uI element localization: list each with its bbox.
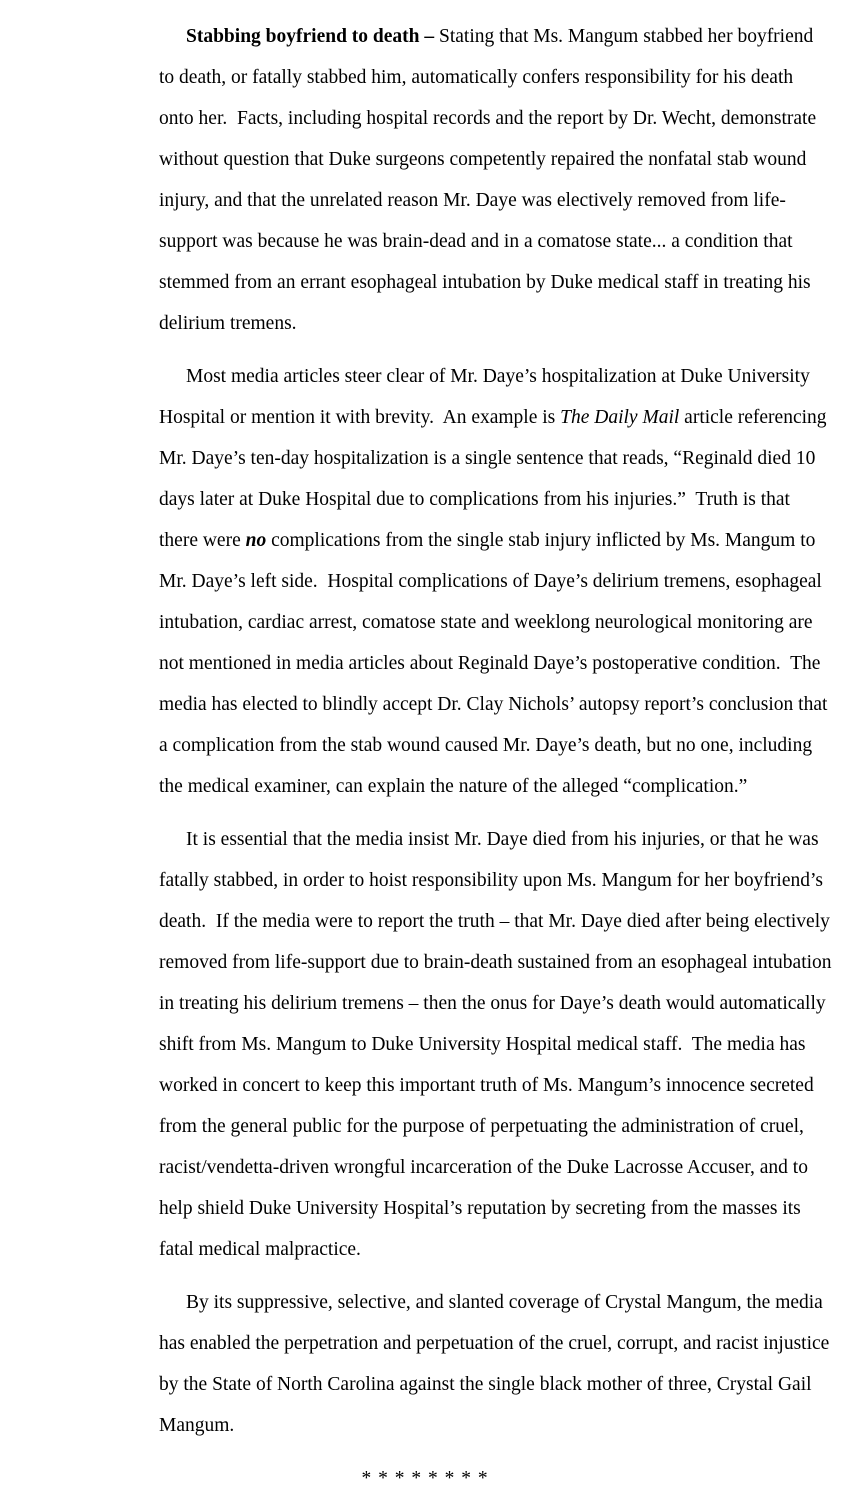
text-line bbox=[159, 479, 850, 520]
body-text: Stating that Ms. Mangum stabbed her boyfriend bbox=[439, 26, 814, 47]
text-line bbox=[159, 1405, 850, 1446]
body-text: intubation, cardiac arrest, comatose state and weeklong neurological monitoring are bbox=[159, 612, 813, 633]
body-text: article referencing bbox=[679, 407, 827, 428]
text-line bbox=[159, 643, 850, 684]
paragraph bbox=[159, 356, 850, 807]
body-text: there were bbox=[159, 530, 246, 551]
text-line bbox=[159, 180, 850, 221]
text-line bbox=[159, 1282, 850, 1323]
body-text: by the State of North Carolina against the single black mother of three, Crystal Gail bbox=[159, 1374, 812, 1395]
text-line bbox=[159, 438, 850, 479]
body-text: has enabled the perpetration and perpetuation of the cruel, corrupt, and racist injustice bbox=[159, 1333, 830, 1354]
body-text: complications from the single stab injury inflicted by Ms. Mangum to bbox=[266, 530, 816, 551]
text-line bbox=[159, 397, 850, 438]
body-text: Mr. Daye’s left side. Hospital complications of Daye’s delirium tremens, esophageal bbox=[159, 571, 822, 592]
body-text: Hospital or mention it with brevity. An example is bbox=[159, 407, 561, 428]
body-text: in treating his delirium tremens – then the onus for Daye’s death would automatically bbox=[159, 993, 826, 1014]
text-line bbox=[159, 98, 850, 139]
text-line bbox=[159, 16, 850, 57]
text-line bbox=[159, 766, 850, 807]
text-line bbox=[159, 1147, 850, 1188]
text-line bbox=[159, 561, 850, 602]
text-line bbox=[159, 602, 850, 643]
body-text: onto her. Facts, including hospital records and the report by Dr. Wecht, demonstrate bbox=[159, 108, 817, 129]
text-line bbox=[159, 942, 850, 983]
text-line bbox=[159, 901, 850, 942]
text-line bbox=[159, 1065, 850, 1106]
text-line bbox=[159, 139, 850, 180]
body-text: worked in concert to keep this important truth of Ms. Mangum’s innocence secreted bbox=[159, 1075, 814, 1096]
text-line bbox=[159, 1106, 850, 1147]
body-text: support was because he was brain-dead and in a comatose state... a condition that bbox=[159, 231, 793, 252]
text-line bbox=[159, 684, 850, 725]
body-text: injury, and that the unrelated reason Mr. Daye was electively removed from life- bbox=[159, 190, 786, 211]
body-text: shift from Ms. Mangum to Duke University Hospital medical staff. The media has bbox=[159, 1034, 806, 1055]
text-line bbox=[159, 57, 850, 98]
text-line bbox=[159, 221, 850, 262]
emphasis-text: Stabbing boyfriend to death – bbox=[186, 26, 440, 47]
body-text: Mr. Daye’s ten-day hospitalization is a single sentence that reads, “Reginald died 10 bbox=[159, 448, 816, 469]
body-text: fatally stabbed, in order to hoist responsibility upon Ms. Mangum for her boyfriend’s bbox=[159, 870, 823, 891]
paragraph bbox=[159, 1282, 850, 1446]
text-line bbox=[159, 860, 850, 901]
body-text: to death, or fatally stabbed him, automatically confers responsibility for his death bbox=[159, 67, 794, 88]
paragraph bbox=[159, 819, 850, 1270]
text-line bbox=[159, 1188, 850, 1229]
text-line bbox=[159, 819, 850, 860]
text-line bbox=[159, 725, 850, 766]
body-text: It is essential that the media insist Mr. Daye died from his injuries, or that he was bbox=[186, 829, 819, 850]
text-line bbox=[159, 520, 850, 561]
body-text: not mentioned in media articles about Reginald Daye’s postoperative condition. The bbox=[159, 653, 821, 674]
body-text: death. If the media were to report the truth – that Mr. Daye died after being electively bbox=[159, 911, 830, 932]
body-text: a complication from the stab wound caused Mr. Daye’s death, but no one, including bbox=[159, 735, 813, 756]
body-text: help shield Duke University Hospital’s reputation by secreting from the masses its bbox=[159, 1198, 801, 1219]
text-line bbox=[159, 1364, 850, 1405]
text-line bbox=[159, 1229, 850, 1270]
body-text: days later at Duke Hospital due to complications from his injuries.” Truth is that bbox=[159, 489, 790, 510]
text-line bbox=[159, 356, 850, 397]
body-text: Mangum. bbox=[159, 1415, 235, 1436]
body-text: Most media articles steer clear of Mr. Daye’s hospitalization at Duke University bbox=[186, 366, 810, 387]
emphasis-text: The Daily Mail bbox=[560, 407, 680, 428]
body-text: from the general public for the purpose of perpetuating the administration of cruel, bbox=[159, 1116, 804, 1137]
body-text: racist/vendetta-driven wrongful incarceration of the Duke Lacrosse Accuser, and to bbox=[159, 1157, 808, 1178]
text-line bbox=[159, 303, 850, 344]
text-line bbox=[159, 1323, 850, 1364]
body-text: media has elected to blindly accept Dr. Clay Nichols’ autopsy report’s conclusion that bbox=[159, 694, 828, 715]
text-line bbox=[159, 262, 850, 303]
text-line bbox=[159, 983, 850, 1024]
emphasis-text: no bbox=[245, 530, 267, 551]
paragraph bbox=[159, 16, 850, 344]
body-text: By its suppressive, selective, and slanted coverage of Crystal Mangum, the media bbox=[186, 1292, 823, 1313]
body-text: stemmed from an errant esophageal intubation by Duke medical staff in treating his bbox=[159, 272, 811, 293]
body-text: removed from life-support due to brain-death sustained from an esophageal intubation bbox=[159, 952, 832, 973]
section-separator: * * * * * * * * bbox=[361, 1468, 489, 1489]
body-text: without question that Duke surgeons competently repaired the nonfatal stab wound bbox=[159, 149, 807, 170]
text-line bbox=[159, 1024, 850, 1065]
body-text: delirium tremens. bbox=[159, 313, 297, 334]
body-text: fatal medical malpractice. bbox=[159, 1239, 361, 1260]
body-text: the medical examiner, can explain the nature of the alleged “complication.” bbox=[159, 776, 748, 797]
